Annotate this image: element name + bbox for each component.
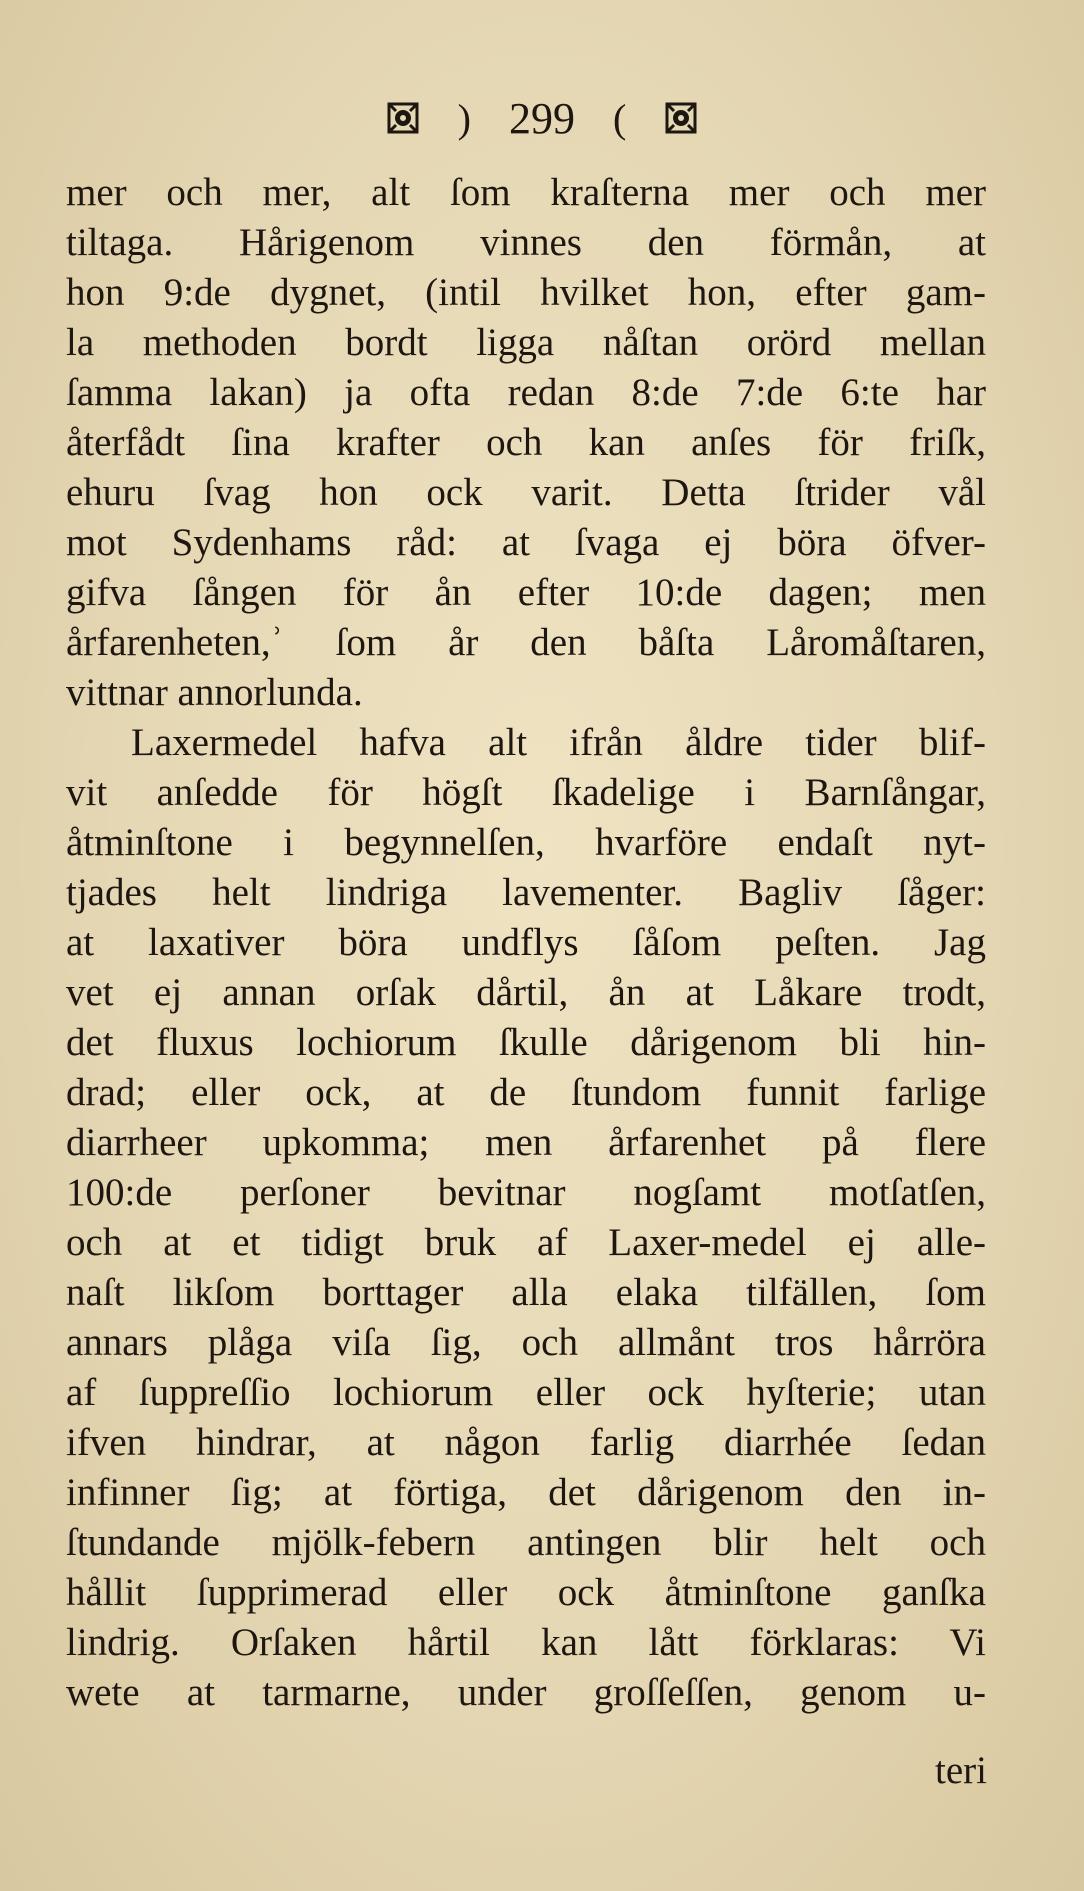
text-line: hon 9:de dygnet, (intil hvilket hon, efter gam-: [66, 271, 986, 314]
text-line: gifva ſången för ån efter 10:de dagen; men: [66, 571, 986, 614]
ornament-icon: [664, 101, 698, 135]
text-line: at laxativer böra undflys ſåſom peſten. Jag: [66, 921, 986, 964]
text-line: 100:de perſoner bevitnar nogſamt motſatſen,: [66, 1171, 986, 1214]
text-line: och at et tidigt bruk af Laxer-medel ej alle-: [66, 1221, 986, 1264]
text-line: tiltaga. Hårigenom vinnes den förmån, at: [66, 221, 986, 264]
text-line: årfarenheten,ʾ ſom år den båſta Låromåſtaren,: [66, 621, 986, 664]
text-line: annars plåga viſa ſig, och allmånt tros hårröra: [66, 1321, 986, 1364]
header-right-paren: (: [613, 95, 627, 141]
text-line: af ſuppreſſio lochiorum eller ock hyſterie; utan: [66, 1371, 986, 1414]
text-line: la methoden bordt ligga nåſtan orörd mellan: [66, 321, 986, 364]
text-line: mot Sydenhams råd: at ſvaga ej böra öfver-: [66, 521, 986, 564]
text-line: lindrig. Orſaken hårtil kan lått förklaras: Vi: [66, 1621, 986, 1664]
page-number: 299: [509, 93, 575, 143]
text-line: naſt likſom borttager alla elaka tilfällen, ſom: [66, 1271, 986, 1314]
body-text: [66, 168, 986, 1718]
text-line: vet ej annan orſak dårtil, ån at Låkare trodt,: [66, 971, 986, 1014]
text-line: infinner ſig; at förtiga, det dårigenom den in-: [66, 1471, 986, 1514]
ornament-icon: [386, 101, 420, 135]
text-line: drad; eller ock, at de ſtundom funnit farlige: [66, 1071, 986, 1114]
text-line: åtminſtone i begynnelſen, hvarföre endaſt nyt-: [66, 821, 986, 864]
header-left-paren: ): [457, 95, 471, 141]
text-line: återfådt ſina krafter och kan anſes för friſk,: [66, 421, 986, 464]
text-line: Laxermedel hafva alt ifrån åldre tider blif-: [131, 721, 986, 764]
text-line: ehuru ſvag hon ock varit. Detta ſtrider vål: [66, 471, 986, 514]
text-line: ſamma lakan) ja ofta redan 8:de 7:de 6:te har: [66, 371, 986, 414]
text-line: ſtundande mjölk-febern antingen blir helt och: [66, 1521, 986, 1564]
page-header: [0, 88, 1084, 148]
text-line: ifven hindrar, at någon farlig diarrhée ſedan: [66, 1421, 986, 1464]
text-line: tjades helt lindriga lavementer. Bagliv ſåger:: [66, 871, 986, 914]
text-line: diarrheer upkomma; men årfarenhet på flere: [66, 1121, 986, 1164]
text-line: vittnar annorlunda.: [66, 671, 363, 714]
text-line: det fluxus lochiorum ſkulle dårigenom bli hin-: [66, 1021, 986, 1064]
text-line: wete at tarmarne, under groſſeſſen, genom u-: [66, 1671, 986, 1714]
text-line: mer och mer, alt ſom kraſterna mer och mer: [66, 171, 986, 214]
text-line: vit anſedde för högſt ſkadelige i Barnſångar,: [66, 771, 986, 814]
text-line: hållit ſupprimerad eller ock åtminſtone ganſka: [66, 1571, 986, 1614]
catchword: teri: [935, 1749, 987, 1792]
